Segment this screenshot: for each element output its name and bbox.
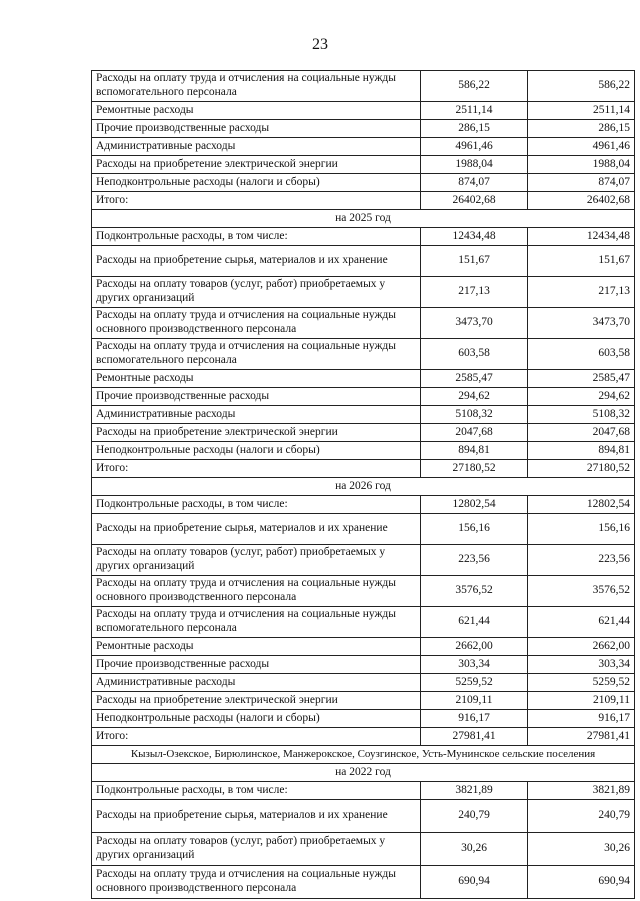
value-approved: 12802,54: [528, 496, 635, 514]
row-label: Ремонтные расходы: [92, 102, 421, 120]
table-row: [92, 138, 635, 156]
value-approved: 2511,14: [528, 102, 635, 120]
value-approved: 156,16: [528, 514, 635, 545]
value-approved: 586,22: [528, 71, 635, 102]
row-label: Итого:: [92, 192, 421, 210]
value-approved: 294,62: [528, 388, 635, 406]
value-requested: 217,13: [421, 277, 528, 308]
row-label: Ремонтные расходы: [92, 370, 421, 388]
table-row: [92, 102, 635, 120]
value-approved: 3576,52: [528, 576, 635, 607]
table-row: [92, 339, 635, 370]
value-approved: 12434,48: [528, 228, 635, 246]
value-approved: 30,26: [528, 833, 635, 866]
table-row: [92, 370, 635, 388]
value-approved: 240,79: [528, 800, 635, 833]
row-label: Прочие производственные расходы: [92, 656, 421, 674]
table-row: [92, 460, 635, 478]
table-row: [92, 545, 635, 576]
year-heading: на 2025 год: [92, 210, 635, 228]
value-requested: 2662,00: [421, 638, 528, 656]
value-approved: 2047,68: [528, 424, 635, 442]
value-requested: 26402,68: [421, 192, 528, 210]
table-row: [92, 728, 635, 746]
value-requested: 916,17: [421, 710, 528, 728]
group-heading-row: [92, 746, 635, 764]
value-approved: 621,44: [528, 607, 635, 638]
value-approved: 690,94: [528, 866, 635, 899]
row-label: Расходы на приобретение сырья, материалов и их хранение: [92, 800, 421, 833]
table-row: [92, 246, 635, 277]
value-approved: 2109,11: [528, 692, 635, 710]
table-row: [92, 833, 635, 866]
table-row: [92, 514, 635, 545]
row-label: Прочие производственные расходы: [92, 120, 421, 138]
row-label: Итого:: [92, 728, 421, 746]
row-label: Расходы на оплату товаров (услуг, работ) приобретаемых у других организаций: [92, 277, 421, 308]
row-label: Расходы на оплату труда и отчисления на социальные нужды основного производственного персонала: [92, 866, 421, 899]
expense-table-body: [92, 71, 635, 899]
table-row: [92, 424, 635, 442]
row-label: Подконтрольные расходы, в том числе:: [92, 228, 421, 246]
table-row: [92, 692, 635, 710]
year-heading: на 2022 год: [92, 764, 635, 782]
table-row: [92, 674, 635, 692]
table-row: [92, 607, 635, 638]
value-approved: 217,13: [528, 277, 635, 308]
value-approved: 4961,46: [528, 138, 635, 156]
table-row: [92, 388, 635, 406]
value-requested: 3473,70: [421, 308, 528, 339]
table-row: [92, 576, 635, 607]
page-number: 23: [312, 36, 328, 53]
value-requested: 690,94: [421, 866, 528, 899]
value-approved: 1988,04: [528, 156, 635, 174]
table-row: [92, 710, 635, 728]
group-heading: Кызыл-Озекское, Бирюлинское, Манжерокское, Соузгинское, Усть-Мунинское сельские поселения: [92, 746, 635, 764]
value-requested: 2047,68: [421, 424, 528, 442]
value-approved: 26402,68: [528, 192, 635, 210]
value-requested: 621,44: [421, 607, 528, 638]
row-label: Расходы на оплату труда и отчисления на социальные нужды вспомогательного персонала: [92, 339, 421, 370]
value-requested: 4961,46: [421, 138, 528, 156]
value-approved: 2585,47: [528, 370, 635, 388]
row-label: Подконтрольные расходы, в том числе:: [92, 782, 421, 800]
expense-table: [91, 70, 635, 899]
value-requested: 30,26: [421, 833, 528, 866]
value-approved: 27981,41: [528, 728, 635, 746]
table-row: [92, 406, 635, 424]
table-row: [92, 638, 635, 656]
value-requested: 874,07: [421, 174, 528, 192]
value-requested: 1988,04: [421, 156, 528, 174]
row-label: Расходы на оплату труда и отчисления на социальные нужды основного производственного персонала: [92, 576, 421, 607]
value-approved: 27180,52: [528, 460, 635, 478]
row-label: Подконтрольные расходы, в том числе:: [92, 496, 421, 514]
table-row: [92, 71, 635, 102]
row-label: Расходы на оплату труда и отчисления на социальные нужды вспомогательного персонала: [92, 71, 421, 102]
value-requested: 303,34: [421, 656, 528, 674]
table-row: [92, 800, 635, 833]
value-approved: 303,34: [528, 656, 635, 674]
value-approved: 3821,89: [528, 782, 635, 800]
value-approved: 286,15: [528, 120, 635, 138]
value-requested: 2109,11: [421, 692, 528, 710]
value-requested: 27180,52: [421, 460, 528, 478]
table-row: [92, 496, 635, 514]
value-requested: 603,58: [421, 339, 528, 370]
year-heading: на 2026 год: [92, 478, 635, 496]
row-label: Административные расходы: [92, 406, 421, 424]
table-row: [92, 442, 635, 460]
value-approved: 874,07: [528, 174, 635, 192]
value-requested: 2585,47: [421, 370, 528, 388]
row-label: Прочие производственные расходы: [92, 388, 421, 406]
value-requested: 3576,52: [421, 576, 528, 607]
row-label: Расходы на оплату товаров (услуг, работ) приобретаемых у других организаций: [92, 833, 421, 866]
table-row: [92, 866, 635, 899]
row-label: Административные расходы: [92, 674, 421, 692]
table-row: [92, 656, 635, 674]
table-row: [92, 120, 635, 138]
row-label: Неподконтрольные расходы (налоги и сборы): [92, 174, 421, 192]
table-row: [92, 228, 635, 246]
value-approved: 3473,70: [528, 308, 635, 339]
row-label: Расходы на приобретение сырья, материалов и их хранение: [92, 514, 421, 545]
value-requested: 12802,54: [421, 496, 528, 514]
value-requested: 27981,41: [421, 728, 528, 746]
table-row: [92, 308, 635, 339]
value-requested: 286,15: [421, 120, 528, 138]
row-label: Итого:: [92, 460, 421, 478]
value-approved: 223,56: [528, 545, 635, 576]
value-requested: 223,56: [421, 545, 528, 576]
row-label: Неподконтрольные расходы (налоги и сборы): [92, 442, 421, 460]
value-requested: 240,79: [421, 800, 528, 833]
value-approved: 151,67: [528, 246, 635, 277]
year-section-row: [92, 210, 635, 228]
table-row: [92, 782, 635, 800]
value-requested: 5259,52: [421, 674, 528, 692]
value-requested: 156,16: [421, 514, 528, 545]
row-label: Расходы на оплату товаров (услуг, работ) приобретаемых у других организаций: [92, 545, 421, 576]
value-approved: 5259,52: [528, 674, 635, 692]
table-row: [92, 174, 635, 192]
row-label: Расходы на оплату труда и отчисления на социальные нужды основного производственного персонала: [92, 308, 421, 339]
value-requested: 12434,48: [421, 228, 528, 246]
row-label: Расходы на приобретение электрической энергии: [92, 156, 421, 174]
year-section-row: [92, 764, 635, 782]
value-approved: 5108,32: [528, 406, 635, 424]
row-label: Административные расходы: [92, 138, 421, 156]
value-requested: 5108,32: [421, 406, 528, 424]
value-requested: 894,81: [421, 442, 528, 460]
row-label: Расходы на приобретение электрической энергии: [92, 424, 421, 442]
value-requested: 3821,89: [421, 782, 528, 800]
value-approved: 894,81: [528, 442, 635, 460]
value-requested: 2511,14: [421, 102, 528, 120]
table-row: [92, 277, 635, 308]
row-label: Ремонтные расходы: [92, 638, 421, 656]
value-requested: 586,22: [421, 71, 528, 102]
row-label: Расходы на приобретение электрической энергии: [92, 692, 421, 710]
value-requested: 151,67: [421, 246, 528, 277]
row-label: Расходы на приобретение сырья, материалов и их хранение: [92, 246, 421, 277]
value-approved: 2662,00: [528, 638, 635, 656]
table-row: [92, 192, 635, 210]
row-label: Расходы на оплату труда и отчисления на социальные нужды вспомогательного персонала: [92, 607, 421, 638]
value-requested: 294,62: [421, 388, 528, 406]
year-section-row: [92, 478, 635, 496]
value-approved: 916,17: [528, 710, 635, 728]
row-label: Неподконтрольные расходы (налоги и сборы): [92, 710, 421, 728]
value-approved: 603,58: [528, 339, 635, 370]
table-row: [92, 156, 635, 174]
